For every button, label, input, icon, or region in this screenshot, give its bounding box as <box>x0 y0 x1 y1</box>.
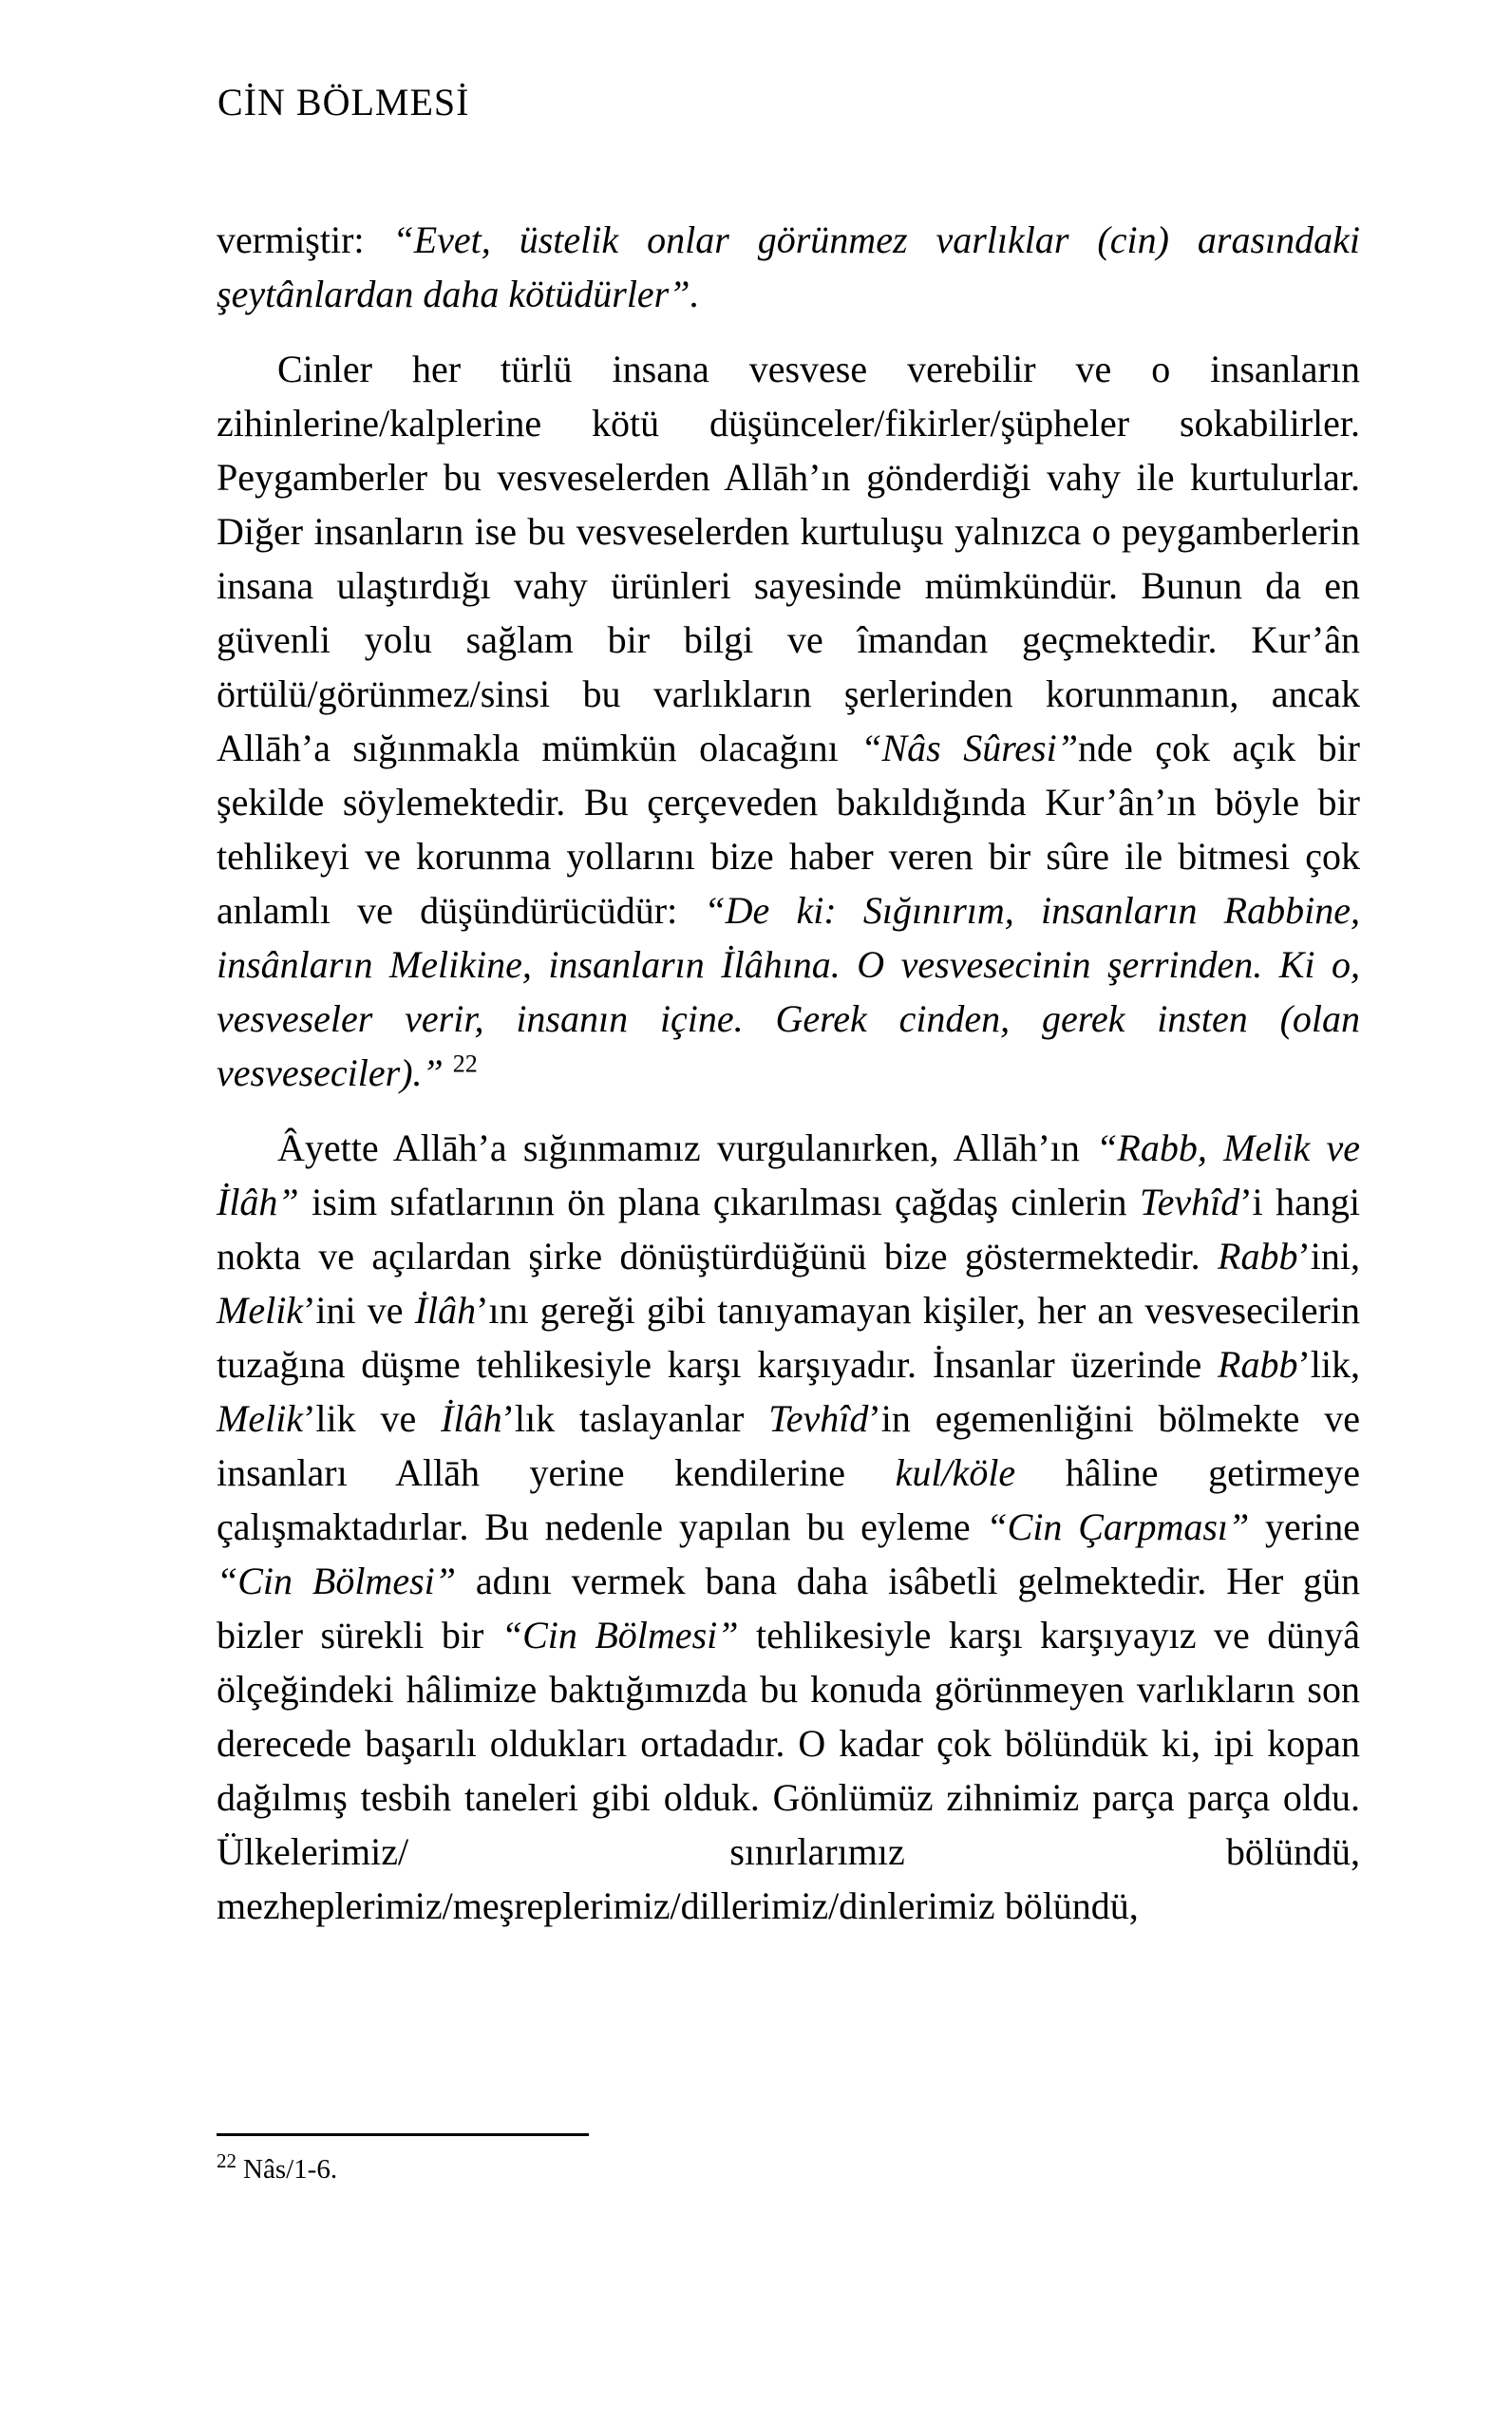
italic-text-segment: “Rabb, Melik ve İlâh” <box>217 1126 1360 1223</box>
italic-text-segment: “De ki: Sığınırım, insanların Rabbine, insânların Melikine, insanların İlâhına. O vesvesecinin şerrinden. Ki o, vesveseler verir, insanın içine. Gerek cinden, gerek insten (olan vesveseciler).” <box>217 889 1360 1094</box>
footnote-area <box>217 2133 1360 2185</box>
italic-text-segment: Rabb <box>1218 1343 1298 1386</box>
text-segment: isim sıfatlarının ön plana çıkarılması çağdaş cinlerin <box>298 1181 1140 1223</box>
italic-text-segment: Rabb <box>1218 1235 1298 1277</box>
paragraph <box>217 213 1360 321</box>
italic-text-segment: Melik <box>217 1397 304 1440</box>
italic-text-segment: kul/köle <box>895 1451 1016 1494</box>
footnote <box>217 2149 1360 2185</box>
text-segment: ’in egemenliğini bölmekte ve insanları Allāh yerine kendilerine <box>217 1397 1360 1494</box>
italic-text-segment: Tevhîd <box>1140 1181 1240 1223</box>
text-segment: ’i hangi nokta ve açılardan şirke dönüştürdüğünü bize göstermektedir. <box>217 1181 1360 1277</box>
text-segment: hâline getirmeye çalışmaktadırlar. Bu nedenle yapılan bu eyleme <box>217 1451 1360 1548</box>
text-segment: yerine <box>1249 1505 1360 1548</box>
text-segment: vermiştir: <box>217 218 393 261</box>
footnote-separator <box>217 2133 589 2136</box>
italic-text-segment: İlâh <box>441 1397 502 1440</box>
text-segment: tehlikesiyle karşı karşıyayız ve dünyâ ölçeğindeki hâlimize baktığımızda bu konuda görünmeyen varlıkların son derecede başarılı oldukları ortadadır. O kadar çok bölündük ki, ipi kopan dağılmış tesbih taneleri gibi olduk. Gönlümüz zihnimiz parça parça oldu. Ülkelerimiz/ sınırlarımız bölündü, mezheplerimiz/meşreplerimiz/dillerimiz/dinlerimiz bölündü, <box>217 1614 1361 1927</box>
text-segment: ’ini, <box>1297 1235 1360 1277</box>
italic-text-segment: “Cin Çarpması” <box>986 1505 1250 1548</box>
italic-text-segment: “Cin Bölmesi” <box>217 1560 456 1602</box>
footnote-text: Nâs/1-6. <box>243 2154 338 2185</box>
text-segment: ’ini ve <box>303 1289 415 1332</box>
italic-text-segment: Melik <box>217 1289 304 1332</box>
text-segment: ’lik, <box>1297 1343 1360 1386</box>
italic-text-segment: Tevhîd <box>768 1397 869 1440</box>
italic-text-segment: “Evet, üstelik onlar görünmez varlıklar (cin) arasındaki şeytânlardan daha kötüdürler”. <box>217 218 1360 315</box>
italic-text-segment: “Cin Bölmesi” <box>501 1614 739 1656</box>
text-segment: Âyette Allāh’a sığınmamız vurgulanırken, Allāh’ın <box>277 1126 1097 1169</box>
text-segment: ’lık taslayanlar <box>501 1397 769 1440</box>
text-segment: adını vermek bana daha isâbetli gelmektedir. Her gün bizler sürekli bir <box>217 1560 1360 1656</box>
running-header: CİN BÖLMESİ <box>217 81 470 123</box>
text-segment: ’ını gereği gibi tanıyamayan kişiler, her an vesvesecilerin tuzağına düşme tehlikesiyle karşı karşıyadır. İnsanlar üzerinde <box>217 1289 1360 1386</box>
text-segment: nde çok açık bir şekilde söylemektedir. Bu çerçeveden bakıldığında Kur’ân’ın böyle bir tehlikeyi ve korunma yollarını bize haber veren bir sûre ile bitmesi çok anlamlı ve düşündürücüdür: <box>217 727 1360 932</box>
footnote-reference: 22 <box>452 1050 478 1078</box>
footnote-marker: 22 <box>217 2149 236 2173</box>
paragraph <box>217 1121 1360 1933</box>
text-segment: ’lik ve <box>303 1397 442 1440</box>
italic-text-segment: İlâh <box>414 1289 477 1332</box>
italic-text-segment: “Nâs Sûresi” <box>860 727 1078 769</box>
text-block <box>217 213 1360 1933</box>
paragraph <box>217 342 1360 1100</box>
text-segment: Cinler her türlü insana vesvese verebilir ve o insanların zihinlerine/kalplerine kötü düşünceler/fikirler/şüpheler sokabilirler. Peygamberler bu vesveselerden Allāh’ın gönderdiği vahy ile kurtulurlar. Diğer insanların ise bu vesveselerden kurtuluşu yalnızca o peygamberlerin insana ulaştırdığı vahy ürünleri sayesinde mümkündür. Bunun da en güvenli yolu sağlam bir bilgi ve îmandan geçmektedir. Kur’ân örtülü/görünmez/sinsi bu varlıkların şerlerinden korunmanın, ancak Allāh’a sığınmakla mümkün olacağını <box>217 348 1360 769</box>
